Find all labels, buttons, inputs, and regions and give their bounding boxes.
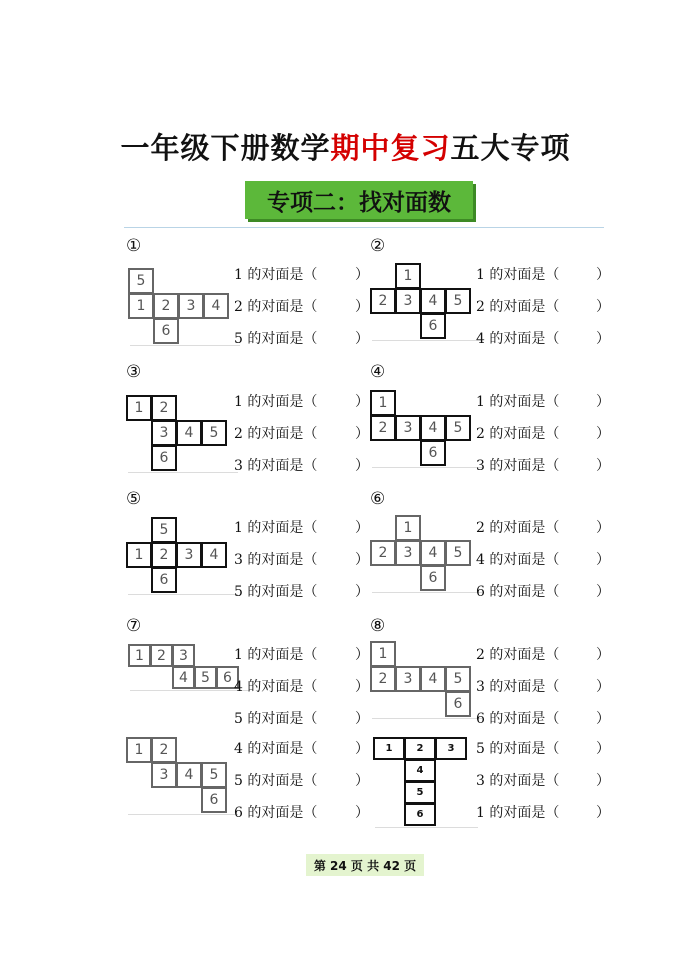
answer-blank[interactable]: ）: [596, 520, 610, 536]
question-text: 5 的对面是（: [476, 741, 560, 757]
question-text: 5 的对面是（: [234, 773, 318, 789]
answer-blank[interactable]: ）: [355, 805, 369, 821]
cube-net-face: 6: [445, 691, 471, 717]
cube-net-face: 6: [153, 318, 179, 344]
cube-net-face: 4: [420, 540, 446, 566]
cube-net-face: 2: [370, 415, 396, 441]
net-guide-line: [372, 340, 482, 341]
cube-net-face: 2: [370, 540, 396, 566]
cube-net-face: 6: [404, 803, 436, 826]
cube-net-face: 5: [201, 762, 227, 788]
cube-net-face: 3: [178, 293, 204, 319]
cube-net-face: 1: [370, 641, 396, 667]
answer-blank[interactable]: ）: [596, 647, 610, 663]
question-text: 5 的对面是（: [234, 584, 318, 600]
question-text: 4 的对面是（: [476, 552, 560, 568]
cube-net-face: 2: [151, 542, 177, 568]
cube-net-face: 3: [395, 540, 421, 566]
cube-net-face: 1: [395, 263, 421, 289]
answer-blank[interactable]: ）: [596, 741, 610, 757]
answer-blank[interactable]: ）: [355, 267, 369, 283]
net-guide-line: [372, 718, 482, 719]
cube-net-face: 1: [128, 293, 154, 319]
cube-net-face: 6: [201, 787, 227, 813]
answer-blank[interactable]: ）: [355, 426, 369, 442]
cube-net-face: 1: [373, 737, 405, 760]
answer-blank[interactable]: ）: [596, 299, 610, 315]
answer-blank[interactable]: ）: [355, 394, 369, 410]
answer-blank[interactable]: ）: [355, 711, 369, 727]
question-text: 1 的对面是（: [234, 520, 318, 536]
net-guide-line: [130, 345, 240, 346]
answer-blank[interactable]: ）: [596, 679, 610, 695]
cube-net-face: 3: [172, 644, 195, 667]
cube-net-face: 5: [445, 415, 471, 441]
cube-net-face: 3: [395, 415, 421, 441]
question-text: 6 的对面是（: [476, 584, 560, 600]
answer-blank[interactable]: ）: [355, 741, 369, 757]
cube-net-face: 3: [151, 762, 177, 788]
answer-blank[interactable]: ）: [355, 584, 369, 600]
answer-blank[interactable]: ）: [355, 647, 369, 663]
problem-number: ⑦: [126, 616, 142, 636]
net-guide-line: [128, 472, 238, 473]
cube-net-face: 4: [420, 666, 446, 692]
cube-net-face: 1: [126, 737, 152, 763]
answer-blank[interactable]: ）: [355, 773, 369, 789]
question-text: 4 的对面是（: [476, 331, 560, 347]
cube-net-face: 4: [176, 762, 202, 788]
answer-blank[interactable]: ）: [596, 805, 610, 821]
cube-net-face: 4: [420, 288, 446, 314]
problem-number: ③: [126, 362, 142, 382]
cube-net-face: 3: [395, 288, 421, 314]
cube-net-face: 6: [420, 440, 446, 466]
answer-blank[interactable]: ）: [355, 679, 369, 695]
cube-net-face: 2: [153, 293, 179, 319]
cube-net-face: 5: [445, 288, 471, 314]
answer-blank[interactable]: ）: [355, 331, 369, 347]
answer-blank[interactable]: ）: [596, 552, 610, 568]
cube-net-face: 4: [203, 293, 229, 319]
question-text: 2 的对面是（: [476, 520, 560, 536]
cube-net-face: 5: [404, 781, 436, 804]
cube-net-face: 6: [151, 445, 177, 471]
question-text: 1 的对面是（: [234, 267, 318, 283]
answer-blank[interactable]: ）: [596, 426, 610, 442]
cube-net-face: 3: [395, 666, 421, 692]
question-text: 3 的对面是（: [476, 773, 560, 789]
question-text: 3 的对面是（: [476, 679, 560, 695]
answer-blank[interactable]: ）: [596, 773, 610, 789]
cube-net-face: 5: [151, 517, 177, 543]
question-text: 3 的对面是（: [234, 552, 318, 568]
problem-number: ⑧: [370, 616, 386, 636]
problem-number: ⑤: [126, 489, 142, 509]
cube-net-face: 5: [445, 540, 471, 566]
problem-number: ①: [126, 236, 142, 256]
question-text: 2 的对面是（: [476, 299, 560, 315]
question-text: 6 的对面是（: [234, 805, 318, 821]
question-text: 2 的对面是（: [234, 299, 318, 315]
question-text: 5 的对面是（: [234, 711, 318, 727]
question-text: 4 的对面是（: [234, 679, 318, 695]
cube-net-face: 4: [404, 759, 436, 782]
answer-blank[interactable]: ）: [355, 458, 369, 474]
cube-net-face: 6: [420, 313, 446, 339]
net-guide-line: [375, 827, 478, 828]
cube-net-face: 2: [370, 288, 396, 314]
question-text: 3 的对面是（: [234, 458, 318, 474]
net-guide-line: [128, 594, 238, 595]
net-guide-line: [372, 467, 482, 468]
net-guide-line: [130, 690, 250, 691]
net-guide-line: [372, 592, 482, 593]
cube-net-face: 1: [128, 644, 151, 667]
cube-net-face: 2: [404, 737, 436, 760]
answer-blank[interactable]: ）: [355, 552, 369, 568]
cube-net-face: 6: [420, 565, 446, 591]
cube-net-face: 3: [151, 420, 177, 446]
answer-blank[interactable]: ）: [596, 394, 610, 410]
answer-blank[interactable]: ）: [355, 520, 369, 536]
question-text: 2 的对面是（: [476, 426, 560, 442]
question-text: 2 的对面是（: [234, 426, 318, 442]
cube-net-face: 4: [172, 666, 195, 689]
cube-net-face: 2: [151, 395, 177, 421]
cube-net-face: 5: [445, 666, 471, 692]
cube-net-face: 6: [216, 666, 239, 689]
cube-net-face: 3: [176, 542, 202, 568]
answer-blank[interactable]: ）: [596, 584, 610, 600]
cube-net-face: 5: [128, 268, 154, 294]
problem-number: ②: [370, 236, 386, 256]
cube-net-face: 1: [395, 515, 421, 541]
question-text: 1 的对面是（: [234, 394, 318, 410]
answer-blank[interactable]: ）: [596, 711, 610, 727]
section-banner: 专项二：找对面数: [245, 181, 473, 219]
cube-net-face: 1: [126, 395, 152, 421]
page-number: 第 24 页 共 42 页: [306, 854, 424, 876]
question-text: 4 的对面是（: [234, 741, 318, 757]
question-text: 1 的对面是（: [234, 647, 318, 663]
question-text: 1 的对面是（: [476, 805, 560, 821]
cube-net-face: 6: [151, 567, 177, 593]
net-guide-line: [128, 814, 238, 815]
problem-number: ④: [370, 362, 386, 382]
question-text: 1 的对面是（: [476, 394, 560, 410]
problem-number: ⑥: [370, 489, 386, 509]
cube-net-face: 4: [420, 415, 446, 441]
cube-net-face: 3: [435, 737, 467, 760]
cube-net-face: 2: [150, 644, 173, 667]
answer-blank[interactable]: ）: [355, 299, 369, 315]
page-title: 一年级下册数学期中复习五大专项: [120, 131, 571, 165]
cube-net-face: 1: [370, 390, 396, 416]
answer-blank[interactable]: ）: [596, 458, 610, 474]
answer-blank[interactable]: ）: [596, 331, 610, 347]
cube-net-face: 4: [201, 542, 227, 568]
question-text: 5 的对面是（: [234, 331, 318, 347]
question-text: 1 的对面是（: [476, 267, 560, 283]
answer-blank[interactable]: ）: [596, 267, 610, 283]
divider: [124, 227, 604, 228]
question-text: 3 的对面是（: [476, 458, 560, 474]
cube-net-face: 5: [201, 420, 227, 446]
cube-net-face: 2: [151, 737, 177, 763]
question-text: 6 的对面是（: [476, 711, 560, 727]
cube-net-face: 4: [176, 420, 202, 446]
cube-net-face: 1: [126, 542, 152, 568]
cube-net-face: 2: [370, 666, 396, 692]
question-text: 2 的对面是（: [476, 647, 560, 663]
cube-net-face: 5: [194, 666, 217, 689]
